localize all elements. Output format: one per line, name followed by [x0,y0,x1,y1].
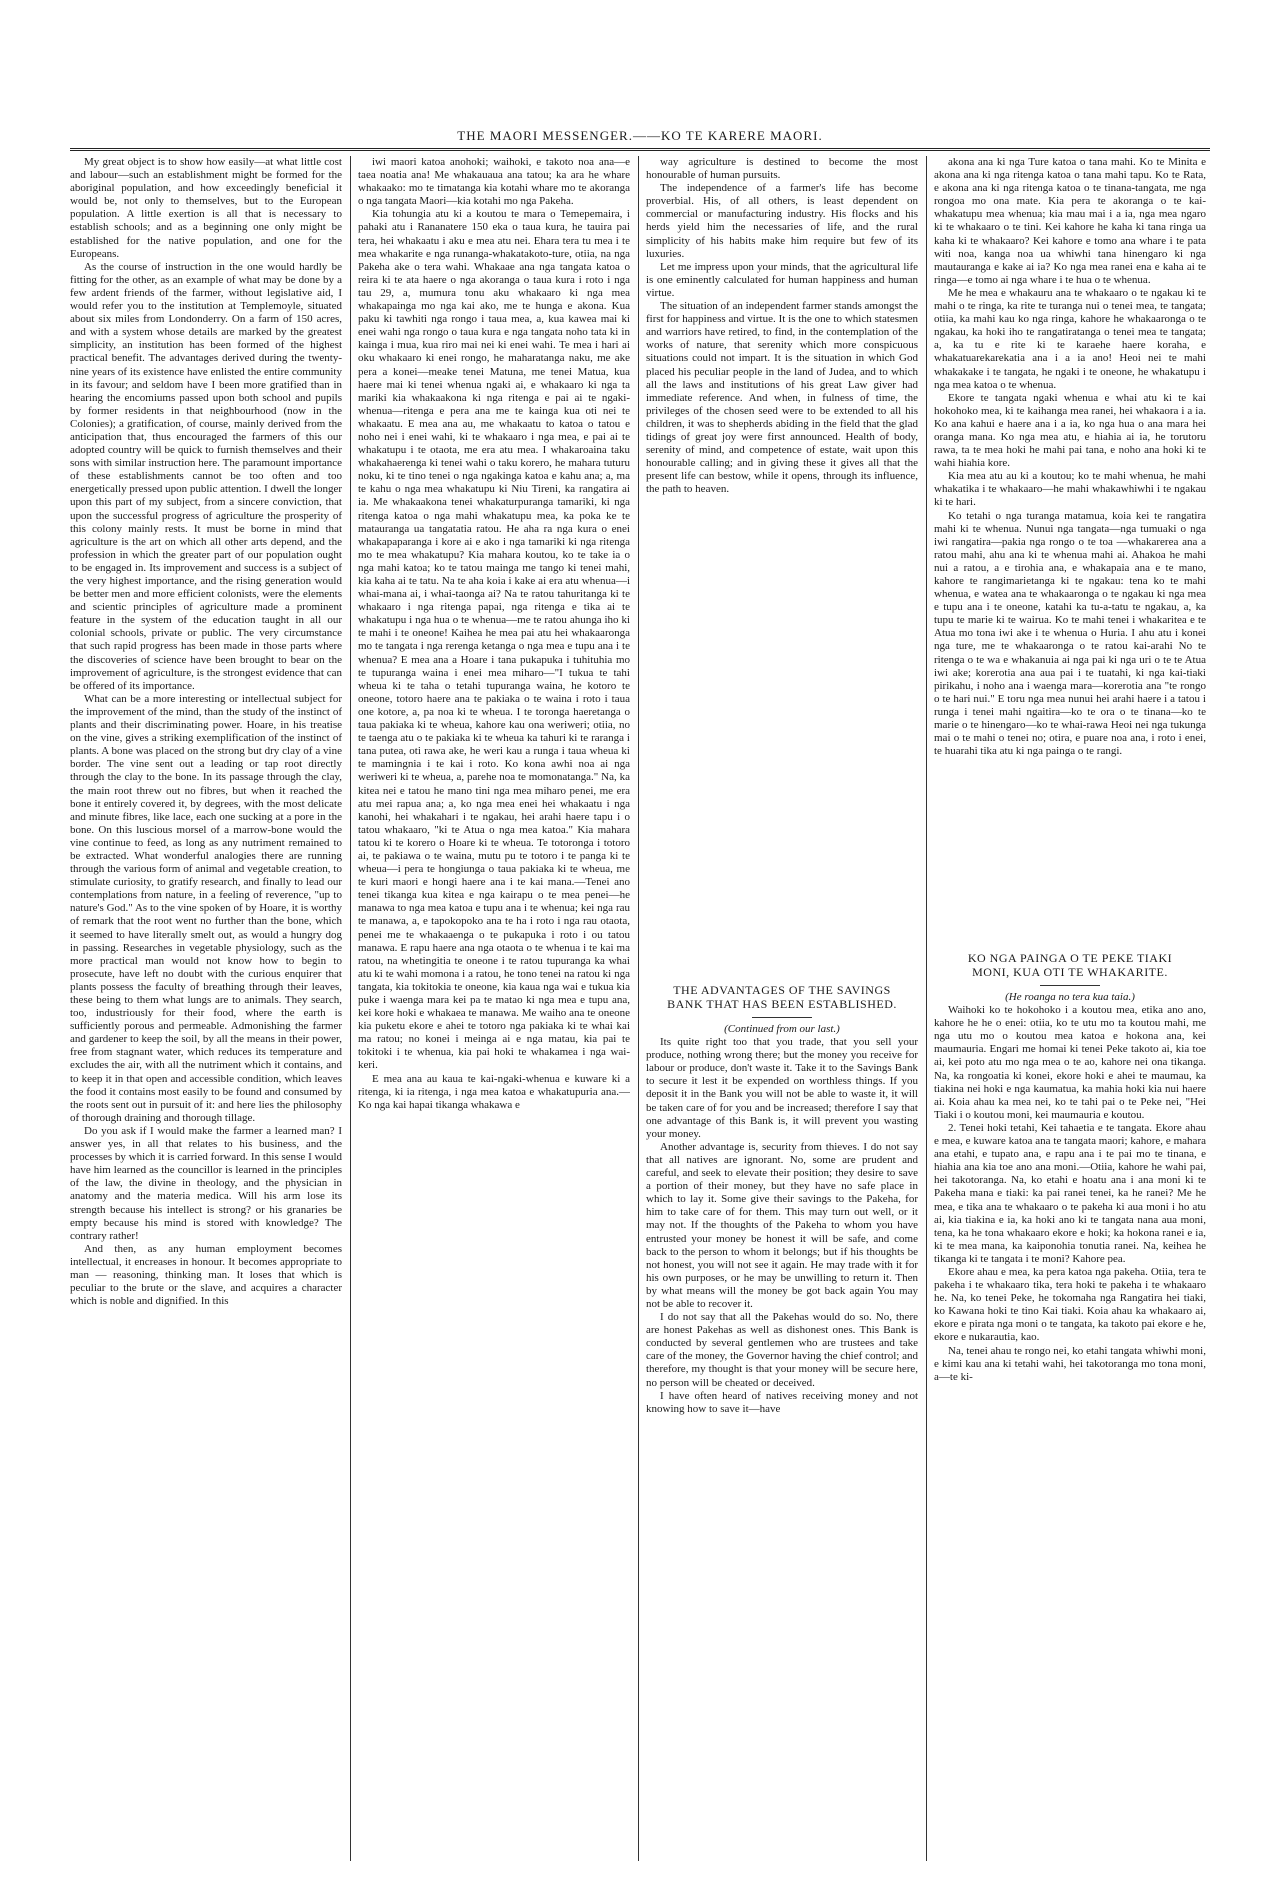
paragraph: The situation of an independent farmer stands amongst the first for happiness and virtue. It is the one to which statesmen and warriors have retired, to find, in the contemplation of the works of nature, that serenity which more conspicuous situations could not impart. It is the situation in which God placed his peculiar people in the land of Judea, and to which all the laws and institutions of his great Law giver had immediate reference. And when, in fulness of time, the privileges of the chosen seed were to be extended to all his children, it was to shepherds abiding in the field that the glad tidings of great joy were first announced. Health of body, serenity of mind, and competence of estate, wait upon this honourable calling; and in giving these it gives all that the present life can bestow, while it opens, through its influence, the path to heaven. [646,300,918,496]
paragraph: E mea ana au kaua te kai-ngaki-whenua e kuware ki a ritenga, ki ia ritenga, i nga mea katoa e whakatupuria ana.—Ko nga kai hapai tikanga whakawa e [358,1072,630,1111]
agriculture-conclusion-maori [934,156,1206,821]
savings-bank-heading: THE ADVANTAGES OF THE SAVINGS [673,983,891,997]
paragraph: Na, tenei ahau te rongo nei, ko etahi tangata whiwhi moni, e kimi kau ana ki tetahi wahi, hei takotoranga mo tona moni, a—te ki- [934,1344,1206,1383]
paragraph: iwi maori katoa anohoki; waihoki, e takoto noa ana—e taea noatia ana! Me whakauaua ana tatou; ka ara he whare whakaako: mo te timatanga kia kotahi whare mo te akoranga o nga tangata Maori—kia kotahi mo nga Pakeha. [358,156,630,208]
column-4-maori [934,156,1206,1861]
continued-note: (Continued from our last.) [724,1023,840,1035]
column-divider [350,156,351,1861]
paragraph: Ekore ahau e mea, ka pera katoa nga pakeha. Otiia, tera te pakeha i te whakaaro tika, tera hoki te pakeha i te whakaaro he. Na, ko tenei Peke, he tokomaha nga Rangatira hei tiaki, ko Kawana hoki te tino Kai tiaki. Koia ahau ka whakaaro ai, ekore e pirata nga moni o te tangata, ka takoto pai ekore e he, ekore e nukarautia, kao. [934,1265,1206,1344]
paragraph: What can be a more interesting or intellectual subject for the improvement of the mind, than the study of the instinct of plants and their discriminating power. Hoare, in his treatise on the vine, gives a striking exemplification of the instinct of plants. A bone was placed on the strong but dry clay of a vine border. The vine sent out a leading or tap root directly through the clay to the bone. In its passage through the clay, the main root threw out no fibres, but when it reached the bone it entirely covered it, by degrees, with the most delicate and minute fibres, like lace, each one sucking at a pore in the bone. On this luscious morsel of a marrow-bone would the vine continue to feed, as long as any nutriment remained to be extracted. What wonderful analogies there are running through the various form of animal and vegetable creation, to stimulate curiosity, to gratify research, and finally to lead our contemplations from nature, in a feeling of reverence, "up to nature's God." As to the vine spoken of by Hoare, it is worthy of remark that the root went no further than the bone, which it seemed to have literally smelt out, as would a hungry dog in passing. Researches in vegetable physiology, such as the more practical man would not know how to begin to prosecute, have left no doubt with the curious enquirer that plants possess the faculty of breathing through their leaves, these being to them what lungs are to animals. They search, too, industriously for their food, where the earth is sufficiently porous and permeable. Admonishing the farmer and gardener to keep the soil, by all the means in their power, free from stagnant water, which reduces its temperature and excludes the air, with all the nutriment which it contains, and to keep it in that open and accessible condition, which leaves the food it contains most easily to be found and consumed by the roots sent out in pursuit of it: and here lies the philosophy of thorough draining and thorough tillage. [70,692,342,1124]
column-2-maori-agriculture [358,156,630,1861]
column-divider [638,156,639,1861]
paragraph: My great object is to show how easily—at what little cost and labour—such an establishment might be formed for the aboriginal population, and how exceedingly beneficial it would be, not only to themselves, but to the European population. A little exertion is all that is necessary to establish schools; and as a beginning one only might be established for the native population, and one for the Europeans. [70,156,342,260]
heading-rule [1040,985,1100,986]
paragraph: Let me impress upon your minds, that the agricultural life is one eminently calculated for human happiness and human virtue. [646,260,918,299]
paragraph: I have often heard of natives receiving money and not knowing how to save it—have [646,1389,918,1415]
running-title: THE MAORI MESSENGER.——KO TE KARERE MAORI. [457,128,823,143]
paragraph: As the course of instruction in the one would hardly be fitting for the other, as an example of what may be done by a few ardent friends of the farmer, without legislative aid, I would refer you to the institution at Templemoyle, situated about six miles from Londonderry. On a farm of 150 acres, and with a system whose details are marked by the greatest simplicity, an institution has been formed of the highest practical benefit. The advantages derived during the twenty-nine years of its existence have enlisted the entire community in its favour; and seldom have I been more gratified than in hearing the encomiums passed upon both school and pupils by former residents in that neighbourhood (now in the Colonies); a gratification, of course, mainly derived from the anticipation that, thus encouraged the farmers of this our adopted country will be quick to furnish themselves and their sons with similar instruction here. The paramount importance of these establishments cannot be too often and too energetically pressed upon public attention. I dwell the longer upon this part of my subject, from a sincere conviction, that upon the successful progress of agriculture the prosperity of this colony mainly rests. It must be borne in mind that agriculture is the art on which all other arts depend, and the profession in which the greater part of our population ought to be engaged in. Its improvement and success is a subject of the very highest importance, and the rising generation would be better men and more efficient colonists, were the elements and scientic principles of agriculture made a prominent feature in the system of the education taught in all our colonial schools, private or public. The very circumstance that such rapid progress has been made in those parts where the discoveries of science have been brought to bear on the improvement of agriculture, is the strongest evidence that can be offered of its importance. [70,260,342,692]
paragraph: And then, as any human employment becomes intellectual, it encreases in honour. It becomes appropriate to man — reasoning, thinking man. It loses that which is peculiar to the brute or the slave, and acquires a character which is noble and dignified. In this [70,1242,342,1308]
paragraph: Kia mea atu au ki a koutou; ko te mahi whenua, he mahi whakatika i te whakaaro—he mahi whakawhiwhi i te ngakau ki te hari. [934,470,1206,509]
paragraph: I do not say that all the Pakehas would do so. No, there are honest Pakehas as well as dishonest ones. This Bank is conducted by several gentlemen who are trustees and take care of the money, the Governor having the chief control; and therefore, my thought is that your money will be secure here, no person will be cheated or deceived. [646,1311,918,1389]
paragraph: 2. Tenei hoki tetahi, Kei tahaetia e te tangata. Ekore ahau e mea, e kuware katoa ana te tangata maori; kahore, e mahara ana etahi, e tupato ana, e rapu ana i te pai mo te tinana, e hiahia ana kia toe ano ana moni.—Otiia, kahore he wahi pai, hei takotoranga. Na, ko etahi e hoatu ana i ana moni ki te Pakeha mana e tiaki: ka pai ranei tenei, ka he ranei? Me he mea, e tika ana te whakaaro o te pakeha ki aua moni i ho atu ai, kia tiakina e ia, ka hoki ano ki te tangata nana aua moni, tena, ka he tona whakaaro ekore e hoki; ka hokona ranei e ia, ki te mea mana, ka kaiponohia tonutia ranei. Na, keihea he tikanga ki te tangata i te moni? Kahore pea. [934,1121,1206,1265]
savings-bank-heading-line2: BANK THAT HAS BEEN ESTABLISHED. [667,997,897,1011]
agriculture-conclusion [646,156,918,611]
paragraph: Its quite right too that you trade, that you sell your produce, nothing wrong there; but the money you receive for labour or produce, don't waste it. Take it to the Savings Bank to secure it lest it be expended on worthless things. If you deposit it in the Bank you will not be able to waste it, it will be taken care of for you and be increased; therefore I say that one advantage of this Bank is, it will prevent you wasting your money. [646,1036,918,1140]
column-1-english-agriculture [70,156,342,1861]
heading-rule [752,1017,812,1018]
columns-area [70,156,1210,1861]
paragraph: Ekore te tangata ngaki whenua e whai atu ki te kai hokohoko mea, ki te kaihanga mea ranei, hei whakaora i a ia. Ko ana kahui e haere ana i a ia, ko nga hua o ana mara hei oranga mana. Ko nga mea atu, e hiahia ai ia, he torutoru rawa, ta te mea hoki he mahi pai tana, e noho ana hoki ki te wahi hiahia kore. [934,391,1206,470]
header-rule [70,148,1210,151]
newspaper-page [70,126,1210,1866]
column-divider [926,156,927,1861]
paragraph: Me he mea e whakauru ana te whakaaro o te ngakau ki te mahi o te ringa, ka rite te turanga nui o tenei mea, te tangata; otiia, ka mahi kau ko nga ringa, kahore he whakaaronga o te ngakau, ka hoki iho te rangatiratanga o tenei mea te tangata; a, ka tu e rite ki te karaehe haere koraha, e whakatuarekarekatia ana i a ia ano! Heoi nei te mahi whakakake i te tangata, he ngaki i te oneone, he whakatupu i nga mea katoa o te whenua. [934,286,1206,391]
paragraph: way agriculture is destined to become the most honourable of human pursuits. [646,156,918,182]
paragraph: akona ana ki nga Ture katoa o tana mahi. Ko te Minita e akona ana ki nga ritenga katoa o tana mahi tapu. Ko te Rata, e akona ana ki nga ritenga katoa o te tinana-tangata, me nga rongoa mo ona mate. Kia pera te akoranga o te kai-whakatupu mea whenua; kia mau mai i a ia, nga mea ngaro ki te whakaaro o te tini. Kei kahore he kaha ki tana ringa ua kaha ki te whakaaro? Kei kahore e tomo ana whare i te pata witi noa, kanga noa ua whiwhi tana hinengaro ki nga mautauranga e kake ai ia? Ko nga mea ranei ena e kaha ai te ringa—e tomo ai nga whare i te hua o te whenua. [934,156,1206,286]
peke-tiaki-heading-line2: MONI, KUA OTI TE WHAKARITE. [972,965,1168,979]
paragraph: Ko tetahi o nga turanga matamua, koia kei te rangatira mahi ki te whenua. Nunui nga tangata—nga tumuaki o nga iwi rangatira—pakia nga rongo o te toa —whakarerea ana a ratou mahi, ahu ana ki te whenua mahi ai. Ahakoa he mahi nui a ratou, a e tirohia ana, e whakapaia ana e te mano, kahore te rangimarietanga ki te ngakau: tena ko te mahi whenua, e watea ana te whakaaronga o te ngakau ki nga mea e tupu ana i te oneone, katahi ka tu-a-tatu te ngakau, a, ka tupu te marie ki te wairua. Ko te mahi tenei i whakaritea e te Atua mo tona iwi ake i te whenua o Huria. I ahu atu i konei nga ture, me te whakaaronga o te ratou kai-arahi No te ritenga o te wa e whakanuia ai nga pai ki nga uri o te te Atua iwi ake; korerotia ana aua pai i te tuatahi, ki nga kai-tiaki pirikahu, i noho ana i waenga mara—korerotia ana "te rongo o te hari nui." E toru nga mea nunui hei arahi haere i a tatou i runga i tenei mahi ngaitira—ko te ora o te tinana—ko te marie o te hinengaro—ko te whai-rawa Heoi nei nga tukunga mai o te mahi o tenei no; otira, e puare noa ana, i roto i enei, te huarahi tika atu ki nga painga o te rangi. [934,509,1206,758]
blank-space [646,611,918,983]
paragraph: Waihoki ko te hokohoko i a koutou mea, etika ano ano, kahore he he o enei: otiia, ko te utu mo ta koutou mahi, me nga utu mo o koutou mea katoa e hokona ana, kei maumauria. Engari me homai ki tenei Peke takoto ai, kia toe ai, kei poto atu mo nga mea o te ao, kahore nei ona tikanga. Na, ka rongoatia ki konei, ekore hoki e ahei te maumau, ka tiakina nei hoki e nga kaumatua, ka mahia hoki kia nui haere ai. Koia ahau ka mea nei, ko te tahi pai o te Peke nei, "Hei Tiaki i o koutou moni, kei maumauria e koutou. [934,1004,1206,1121]
paragraph: The independence of a farmer's life has become proverbial. His, of all others, is least dependent on commercial or manufacturing industry. His flocks and his herds yield him the necessaries of life, and the rural simplicity of his habits make him require but few of its luxuries. [646,182,918,260]
column-3-english [646,156,918,1861]
paragraph: Do you ask if I would make the farmer a learned man? I answer yes, in all that relates to his business, and the processes by which it is carried forward. In this sense I would have him learned as the councillor is learned in the principles of the law, the divine in theology, and the physician in anatomy and the materia medica. Will his arm lose its strength because his intellect is strong? or his granaries be empty because his mind is stored with knowledge? The contrary rather! [70,1124,342,1242]
peke-tiaki-heading: KO NGA PAINGA O TE PEKE TIAKI [967,951,1173,965]
continued-note: (He roanga no tera kua taia.) [1005,991,1135,1003]
paragraph: Kia tohungia atu ki a koutou te mara o Temepemaira, i pahaki atu i Rananatere 150 eka o taua kura, he tauira pai tera, hei whakaatu i aku e mea atu nei. Ehara tera tu mea i te mea whakarite e nga runanga-whakatakoto-ture, otiia, na nga Pakeha ake o tera wahi. Whakaae ana nga tangata katoa o reira ki te ata haere o nga akoranga o taua kura i roto i nga tau 29, a, mumura tonu aku whakaaro ki nga mea whakapainga mo nga kai ako, me te hunga e akona. Kua paku ki tawhiti nga rongo i taua mea, a, kua kawea mai ki enei wahi nga rongo o taua kura e nga tangata noho tata ki in kainga i mua, kua riro mai nei ki enei wahi. Te mea i hari ai oku whakaaro ki enei rongo, he maharatanga naku, me ake pera a konei—meake tenei Matuna, me tenei Matua, kua haere mai ki tenei whenua ngaki ai, e whakaaro ki nga ta mariki kia whakaakona ki nga ritenga e pai ai te ngaki-whenua—ritenga e pera ana me te kainga kua oti nei te whakaatu. E mea ana au, me whakaatu to katoa o tatou e noho nei i enei wahi, ki te whakaaro i nga mea, e pai ai te whakatupu i te otaota, me era atu mea. I whakaroaina taku whakahaerenga ki tenei wahi o taku korero, he mahara tuturu noku, ki te tino tenei o nga ngakinga katoa e kahu ana; a, ma te kahu o nga mea whakatupu ki Niu Tireni, ka rangatira ai ia. Me whakaakona tenei whakaturpuranga tamariki, ki nga ritenga katoa o nga mahi whakatupu mea, ka poka ke te matauranga ua tangatatia ratou. He aha ra nga kura o enei whakapaparanga i kore ai e ako i nga tamariki ki nga ritenga mo te mea whakatupu? Kia mahara koutou, ko te take ia o nga mahi katoa; ko te tatou mainga me tango ki tenei mahi, kia kaha ai te tatu. Na te aha koia i kake ai era atu whenua—i whai-mana ai, i whai-taonga ai? Na te ratou tahuritanga ki te whakaaro i nga ritenga papai, nga ritenga e tika ai te whakatupu i nga hua o te whenua—me te ratou ahunga iho ki te mahi i te oneone! Kaihea he mea pai atu hei whakaaronga mo te tangata i nga rerenga ketanga o nga mea e tupu ana i te whenua? E mea ana a Hoare i tana pukapuka i tuhituhia mo te tupuranga waina i enei mea miharo—"I tukua te tahi wheua ki te taha o tetahi tupuranga waina, he kotoro te oneone, totoro haere ana te pakiaka o te waina i roto i taua one kotore, a, pa noa ki te wheua. I te toronga haeretanga o taua pakiaka ki te wheua, kahore kau ona weriweri; otiia, no te taenga atu o te pakiaka ki te wheua ka tahuri ki te raranga i tana putea, oti rawa ake, he weri kau a runga i taua wheua ki te mamingnia i te kai i roto. Ko kona awhi noa ai nga weriweri ki te wheua, a, parehe noa te momonatanga." Na, ka kitea nei e tatou he mano tini nga mea miharo penei, me era atu mei rapua ana; a, ko nga mea enei hei whakaatu i nga kanohi, hei whakahari i te ngakau, hei arahi haere tapu i o tatou whakaaro, "ki te Atua o nga mea katoa." Kia mahara tatou ki te korero o Hoare ki te wheua. Te totoronga i totoro ai, te pakiawa o te waina, mutu pu te totoro i te panga ki te wheua—i pera te hongiunga o taua pakiaka ki te wheua, me te kuri maori e hongi haere ana i te kai mana.—Tenei ano tenei tikanga kua kitea e nga kairapu o te mea penei—he manawa to nga mea katoa e tupu ana i te whenua; kei nga rau te manawa, a, e tapokopoko ana te ha i roto i nga rau otaota, penei me te whakaaenga o te pukapuka i roto i ou tatou manawa. E rapu haere ana nga otaota o te whenua i te kai ma ratou, na whetingitia te oneone i te ratou tupuranga ka whai atu ki te wahi momona i a ratou, he tono tenei na ratou ki nga tangata, kia tokitokia te oneone, kia kaua nga wai e tukua kia puke i waenga mara kei pa te matao ki nga mea e tupu ana, kei kore hoki e whakaea te manawa. Me waiho ana te oneone kia puketu ekore e ahei te totoro nga pakiaka ki te whai kai ma ratou; no konei i meinga ai e nga matau, kia pai te tokitoki i te whenua, kia pai hoki te whakamea i nga wai-keri. [358,208,630,1072]
blank-space [934,821,1206,951]
paragraph: Another advantage is, security from thieves. I do not say that all natives are ignorant. No, some are prudent and careful, and seek to elevate their position; they desire to save a portion of their money, but they have no safe place in which to lay it. Some give their savings to the Pakeha, for him to take care of for them. This may turn out well, or it may not. If the thoughts of the Pakeha to whom you have entrusted your money be honest it will be safe, and come back to the person to whom it belongs; but if his thoughts be not honest, you will not see it again. He may trade with it for his own purposes, or he may be unwilling to return it. Then by what means will the money be got back again You may not be able to recover it. [646,1140,918,1310]
